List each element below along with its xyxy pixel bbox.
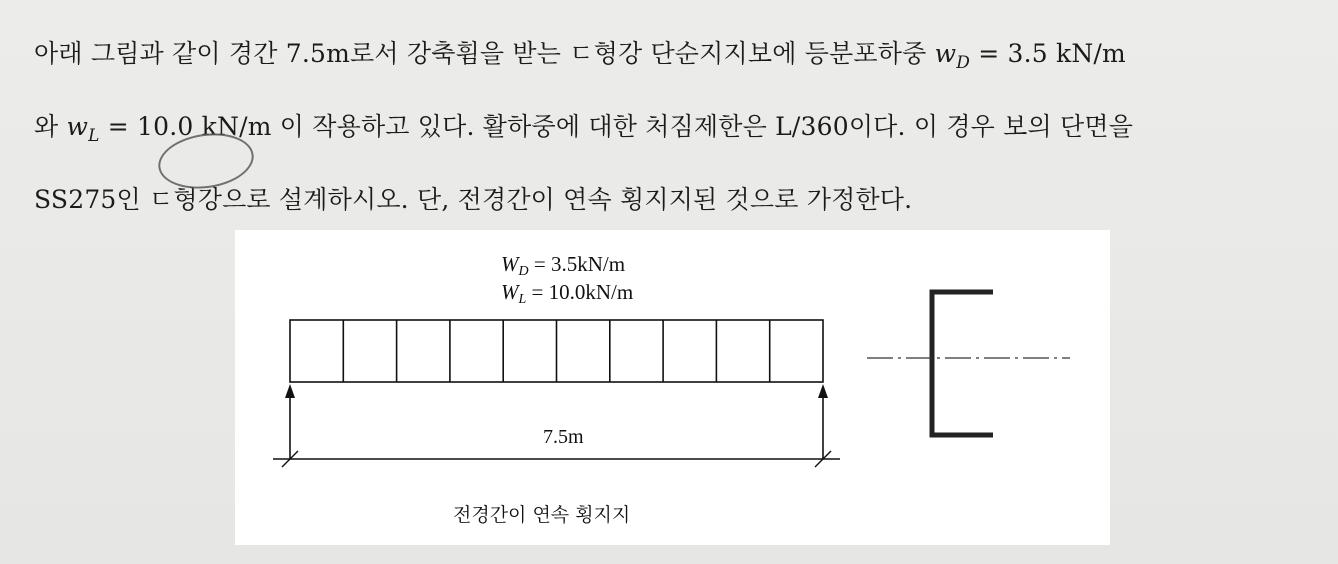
beam-figure [235,230,1110,545]
problem-line-1-text: 아래 그림과 같이 경간 7.5m로서 강축휨을 받는 ㄷ형강 단순지지보에 등분포하중 [34,39,935,68]
left-support-arrow [285,384,295,459]
problem-line-3: SS275인 ㄷ형강으로 설계하시오. 단, 전경간이 연속 횡지지된 것으로 가정한다. [34,185,913,214]
live-load-label [501,280,633,308]
dead-load-subscript: D [956,53,971,73]
problem-line-2-prefix: 와 [34,112,67,141]
problem-statement [34,22,1324,232]
dead-load-label-value: = 3.5kN/m [528,252,626,276]
problem-line-1 [34,22,1324,95]
live-load-label-value: = 10.0kN/m [526,280,634,304]
channel-section-icon [867,292,1070,435]
load-block-dividers [343,320,769,382]
dead-load-label-subscript: D [518,264,529,279]
figure-caption: 전경간이 연속 횡지지 [453,504,631,526]
span-length-label: 7.5m [543,426,584,448]
dead-load-label [501,252,625,280]
problem-line-2-text: = 10.0 kN/m 이 작용하고 있다. 활하중에 대한 처짐제한은 L/360이다. 이 경우 보의 단면을 [99,112,1134,141]
dead-load-value: = 3.5 kN/m [970,39,1126,68]
dead-load-symbol: w [934,39,957,68]
live-load-symbol: w [66,112,89,141]
span-dimension-line [273,451,840,467]
dead-load-label-symbol: W [501,252,519,276]
live-load-label-symbol: W [501,280,519,304]
live-load-label-subscript: L [518,292,527,307]
beam-diagram [235,230,1110,545]
right-support-arrow [818,384,828,459]
live-load-subscript: L [88,126,100,146]
